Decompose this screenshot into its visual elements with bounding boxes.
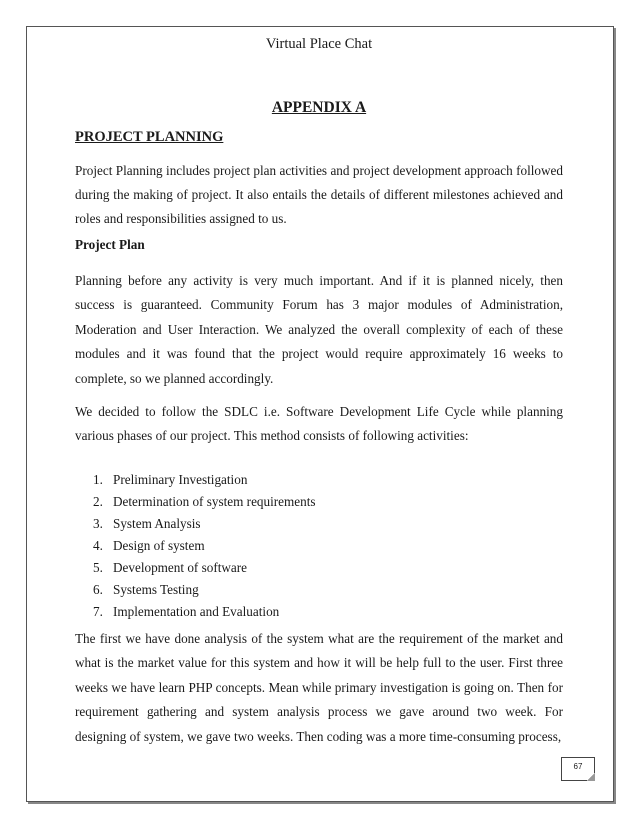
list-item: 4. Design of system [93, 538, 205, 553]
page-number: 67 [573, 762, 583, 771]
intro-paragraph: Project Planning includes project plan activities and project development approach followed during the making of project. It also entails the details of different milestones achieved and roles and responsibilities assigned to us. [75, 163, 563, 226]
section-heading: PROJECT PLANNING [75, 129, 224, 145]
list-item: 5. Development of software [93, 560, 248, 575]
list-item: 6. Systems Testing [93, 582, 199, 597]
project-plan-subheading: Project Plan [75, 237, 145, 252]
analysis-paragraph: The first we have done analysis of the system what are the requirement of the market and what is the market value for this system and how it will be help full to the user. First three weeks we have learn PHP concepts. Mean while primary investigation is going on. Then for requirement gathering and system analysis process we gave around two week. For designing of system, we gave two weeks. Then coding was a more time-consuming process, [75, 631, 563, 744]
appendix-title: APPENDIX A [271, 99, 367, 116]
plan-paragraph: Planning before any activity is very much important. And if it is planned nicely, then success is guaranteed. Community Forum has 3 major modules of Administration, Moderation and User Interaction. We analyzed the overall complexity of each of these modules and it was found that the project would require approximately 16 weeks to complete, so we planned accordingly. [75, 273, 563, 386]
list-item: 7. Implementation and Evaluation [93, 604, 280, 619]
list-item: 3. System Analysis [93, 516, 201, 531]
list-item: 1. Preliminary Investigation [93, 472, 248, 487]
page-number-badge [561, 757, 595, 781]
document-header-title: Virtual Place Chat [265, 36, 373, 52]
list-item: 2. Determination of system requirements [93, 494, 316, 509]
activity-list [93, 469, 316, 623]
sdlc-paragraph: We decided to follow the SDLC i.e. Software Development Life Cycle while planning various phases of our project. This method consists of following activities: [75, 404, 563, 443]
